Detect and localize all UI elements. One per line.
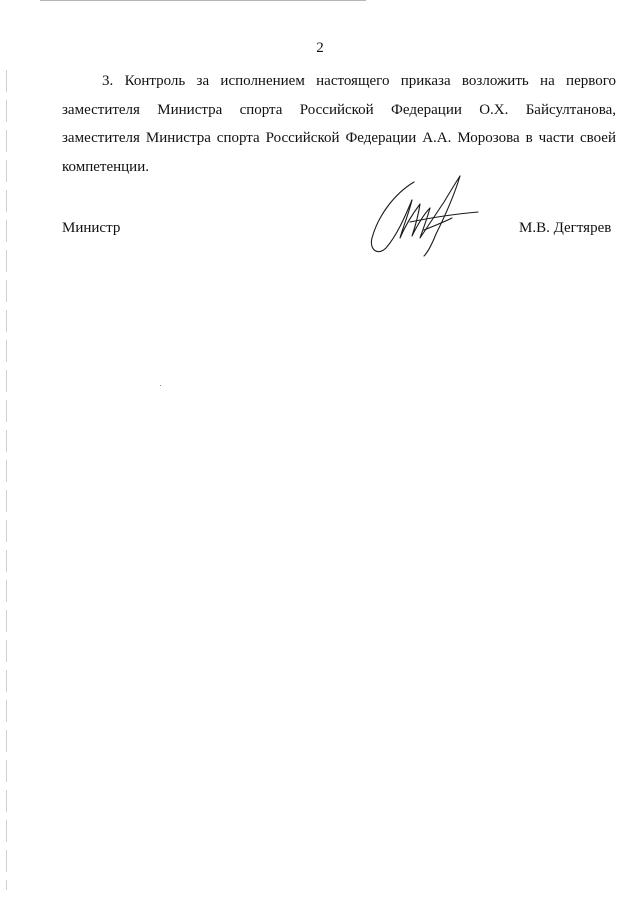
signatory-title: Министр bbox=[62, 220, 121, 236]
paragraph-control: 3. Контроль за исполнением настоящего приказа возложить на первого заместителя Министра спорта Российской Федерации О.Х. Байсултанова, заместителя Министра спорта Российской Федерации А.А. Морозова в части своей компетенции. bbox=[62, 73, 616, 175]
signatory-name: М.В. Дегтярев bbox=[519, 220, 612, 236]
scan-edge-top bbox=[40, 0, 366, 1]
page-number: 2 bbox=[316, 40, 324, 56]
scan-speck bbox=[160, 385, 161, 386]
signature-icon bbox=[364, 172, 484, 258]
scan-edge-left bbox=[6, 70, 7, 890]
